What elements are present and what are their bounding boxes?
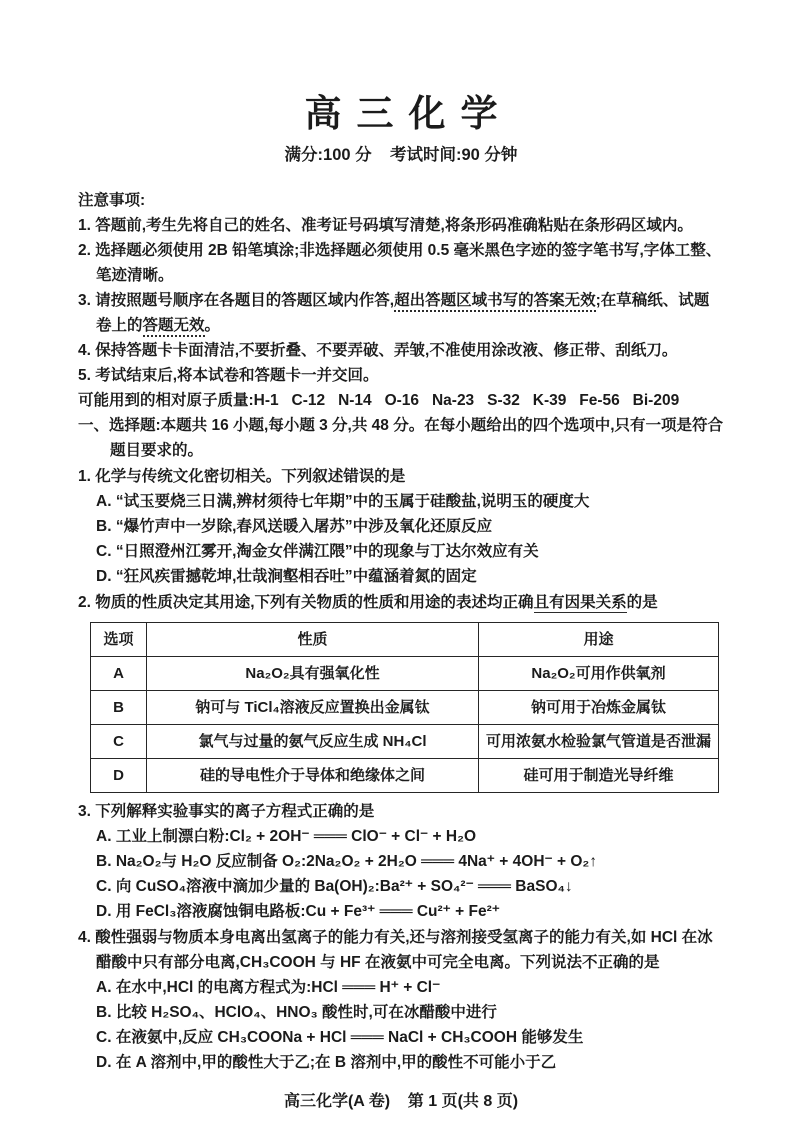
option-label: C. <box>96 1029 112 1046</box>
page-title: 高三化学 <box>304 93 513 134</box>
option-a <box>96 824 724 849</box>
option-d <box>96 564 724 589</box>
question-1-stem <box>78 464 724 489</box>
question-stem-text: 酸性强弱与物质本身电离出氢离子的能力有关,还与溶剂接受氢离子的能力有关,如 HCl 在冰醋酸中只有部分电离,CH₃COOH 与 HF 在液氨中可完全电离。下列说法不正确的是 <box>95 929 713 971</box>
option-text: “日照澄州江雾开,淘金女伴满江隈”中的现象与丁达尔效应有关 <box>115 543 539 560</box>
option-c <box>96 874 724 899</box>
table-row-c <box>91 725 719 759</box>
question-number: 4. <box>78 929 91 946</box>
notice-item-2 <box>78 238 724 288</box>
notice-number: 3. <box>78 292 91 309</box>
question-1-options <box>96 489 724 589</box>
table-header-use: 用途 <box>479 623 719 657</box>
option-label: D. <box>96 1054 112 1071</box>
table-row-b <box>91 691 719 725</box>
table-cell-option: C <box>91 725 147 759</box>
atomic-masses-line: 可能用到的相对原子质量:H-1 C-12 N-14 O-16 Na-23 S-32 K-39 Fe-56 Bi-209 <box>78 392 680 409</box>
option-text: “试玉要烧三日满,辨材须待七年期”中的玉属于硅酸盐,说明玉的硬度大 <box>115 493 590 510</box>
option-text: “爆竹声中一岁除,春风送暖入屠苏”中涉及氧化还原反应 <box>115 518 493 535</box>
option-b <box>96 849 724 874</box>
exam-subtitle: 满分:100 分 考试时间:90 分钟 <box>284 146 518 164</box>
option-text: 向 CuSO₄溶液中滴加少量的 Ba(OH)₂:Ba²⁺ + SO₄²⁻ ═══ BaSO₄↓ <box>115 878 573 895</box>
question-stem-text: 的是 <box>626 594 658 611</box>
option-text: 在液氨中,反应 CH₃COONa + HCl ═══ NaCl + CH₃COOH 能够发生 <box>115 1029 584 1046</box>
table-cell-use: 硅可用于制造光导纤维 <box>479 759 719 793</box>
notices-section <box>78 188 724 388</box>
notice-item-3 <box>78 288 724 338</box>
table-cell-use: 可用浓氨水检验氯气管道是否泄漏 <box>479 725 719 759</box>
question-stem-text: 下列解释实验事实的离子方程式正确的是 <box>95 803 375 820</box>
notice-text: 请按照题号顺序在各题目的答题区域内作答, <box>95 292 395 309</box>
option-text: Na₂O₂与 H₂O 反应制备 O₂:2Na₂O₂ + 2H₂O ═══ 4Na⁺ + 4OH⁻ + O₂↑ <box>115 853 598 870</box>
page-footer: 高三化学(A 卷) 第 1 页(共 8 页) <box>283 1093 519 1110</box>
notice-text-emphasized: 答题无效 <box>143 317 205 337</box>
question-2 <box>78 590 724 793</box>
table-cell-option: D <box>91 759 147 793</box>
option-label: D. <box>96 903 112 920</box>
option-label: B. <box>96 518 112 535</box>
question-3-stem <box>78 799 724 824</box>
notice-text: 保持答题卡卡面清洁,不要折叠、不要弄破、弄皱,不准使用涂改液、修正带、刮纸刀。 <box>95 342 678 359</box>
option-label: C. <box>96 543 112 560</box>
option-c <box>96 539 724 564</box>
table-row-a <box>91 657 719 691</box>
option-text: 在水中,HCl 的电离方程式为:HCl ═══ H⁺ + Cl⁻ <box>115 979 441 996</box>
notice-number: 5. <box>78 367 91 384</box>
question-4-stem <box>78 925 724 975</box>
option-d <box>96 1050 724 1075</box>
table-cell-property: 钠可与 TiCl₄溶液反应置换出金属钛 <box>147 691 479 725</box>
question-3-options <box>96 824 724 924</box>
notice-number: 4. <box>78 342 91 359</box>
section-1-heading: 一、选择题:本题共 16 小题,每小题 3 分,共 48 分。在每小题给出的四个选项中,只有一项是符合题目要求的。 <box>78 417 724 459</box>
option-label: A. <box>96 979 112 996</box>
option-text: “狂风疾雷撼乾坤,壮哉涧壑相吞吐”中蕴涵着氮的固定 <box>115 568 477 585</box>
question-number: 1. <box>78 468 91 485</box>
notice-item-4 <box>78 338 724 363</box>
title-block <box>78 92 724 166</box>
notice-number: 1. <box>78 217 91 234</box>
option-label: B. <box>96 853 112 870</box>
option-label: D. <box>96 568 112 585</box>
question-1 <box>78 464 724 589</box>
table-cell-option: A <box>91 657 147 691</box>
option-text: 比较 H₂SO₄、HClO₄、HNO₃ 酸性时,可在冰醋酸中进行 <box>115 1004 497 1021</box>
table-header-option: 选项 <box>91 623 147 657</box>
option-d <box>96 899 724 924</box>
question-stem-text: 物质的性质决定其用途,下列有关物质的性质和用途的表述均正确 <box>95 594 534 611</box>
question-3 <box>78 799 724 924</box>
notices-heading: 注意事项: <box>78 192 146 209</box>
table-cell-use: 钠可用于冶炼金属钛 <box>479 691 719 725</box>
question-4-options <box>96 975 724 1075</box>
notice-text: 考试结束后,将本试卷和答题卡一并交回。 <box>95 367 379 384</box>
option-text: 工业上制漂白粉:Cl₂ + 2OH⁻ ═══ ClO⁻ + Cl⁻ + H₂O <box>115 828 477 845</box>
notice-number: 2. <box>78 242 91 259</box>
option-a <box>96 975 724 1000</box>
notice-text-emphasized: 超出答题区域书写的答案无效 <box>394 292 596 312</box>
table-cell-property: Na₂O₂具有强氧化性 <box>147 657 479 691</box>
notice-text: 答题前,考生先将自己的姓名、准考证号码填写清楚,将条形码准确粘贴在条形码区域内。 <box>95 217 693 234</box>
table-row-d <box>91 759 719 793</box>
question-4 <box>78 925 724 1075</box>
notice-text: ;在草稿纸、试题卷上的 <box>96 292 710 334</box>
option-b <box>96 514 724 539</box>
table-cell-use: Na₂O₂可用作供氧剂 <box>479 657 719 691</box>
table-cell-property: 氯气与过量的氨气反应生成 NH₄Cl <box>147 725 479 759</box>
table-cell-option: B <box>91 691 147 725</box>
notice-text: 选择题必须使用 2B 铅笔填涂;非选择题必须使用 0.5 毫米黑色字迹的签字笔书写,字体工整、笔迹清晰。 <box>95 242 722 284</box>
properties-uses-table <box>90 622 719 793</box>
notice-item-5 <box>78 363 724 388</box>
option-label: B. <box>96 1004 112 1021</box>
table-header-property: 性质 <box>147 623 479 657</box>
option-label: A. <box>96 828 112 845</box>
option-a <box>96 489 724 514</box>
table-header-row <box>91 623 719 657</box>
notice-text: 。 <box>204 317 221 334</box>
question-stem-text: 化学与传统文化密切相关。下列叙述错误的是 <box>95 468 406 485</box>
option-label: C. <box>96 878 112 895</box>
notice-item-1 <box>78 213 724 238</box>
option-label: A. <box>96 493 112 510</box>
option-c <box>96 1025 724 1050</box>
question-2-stem <box>78 590 724 615</box>
option-text: 用 FeCl₃溶液腐蚀铜电路板:Cu + Fe³⁺ ═══ Cu²⁺ + Fe²⁺ <box>115 903 500 920</box>
option-text: 在 A 溶剂中,甲的酸性大于乙;在 B 溶剂中,甲的酸性不可能小于乙 <box>115 1054 557 1071</box>
question-number: 3. <box>78 803 91 820</box>
question-stem-underlined: 且有因果关系 <box>533 594 627 611</box>
question-number: 2. <box>78 594 91 611</box>
option-b <box>96 1000 724 1025</box>
table-cell-property: 硅的导电性介于导体和绝缘体之间 <box>147 759 479 793</box>
